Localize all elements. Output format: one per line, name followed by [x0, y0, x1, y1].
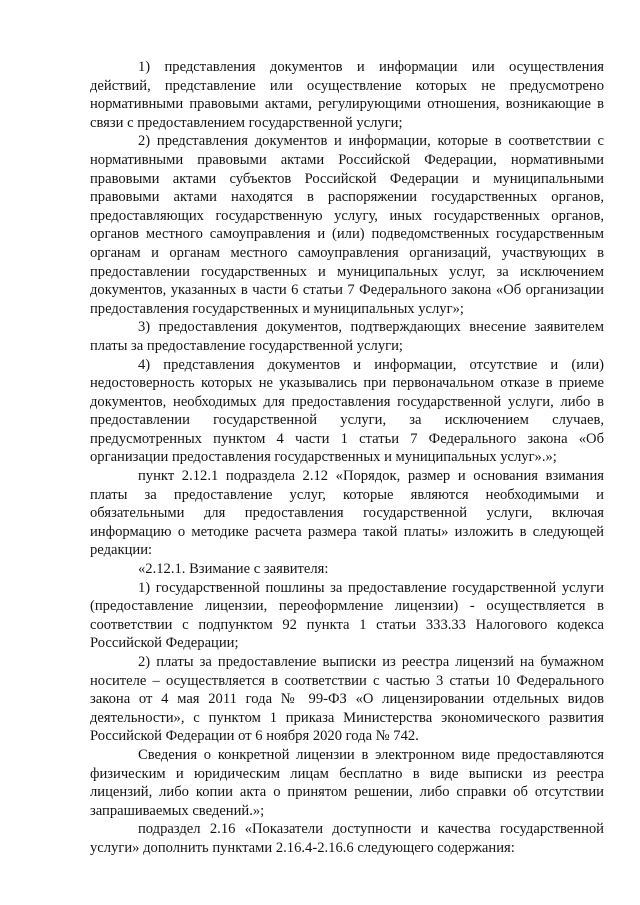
paragraph-7: 1) государственной пошлины за предоставление государственной услуги (предоставление лицензии, переоформление лицензии) - осуществляется в соответствии с подпунктом 92 пункта 1 статьи 333.33 Налогового кодекса Российской Федерации; [90, 579, 604, 652]
paragraph-2: 2) представления документов и информации, которые в соответствии с нормативными правовыми актами Российской Федерации, нормативными правовыми актами субъектов Российской Федерации и муниципальными правовыми актами находятся в распоряжении государственных органов, предоставляющих государственную услугу, иных государственных органов, органов местного самоуправления и (или) подведомственных государственным органам и органам местного самоуправления организаций, участвующих в предоставлении государственных и муниципальных услуг, за исключением документов, указанных в части 6 статьи 7 Федерального закона «Об организации предоставления государственных и муниципальных услуг»; [90, 133, 604, 317]
paragraph-1: 1) представления документов и информации или осуществления действий, представление или осуществление которых не предусмотрено нормативными правовыми актами, регулирующими отношения, возникающие в связи с предоставлением государственной услуги; [90, 59, 604, 131]
paragraph-6: «2.12.1. Взимание с заявителя: [138, 561, 329, 578]
paragraph-10: подраздел 2.16 «Показатели доступности и качества государственной услуги» дополнить пунктами 2.16.4-2.16.6 следующего содержания: [90, 821, 604, 856]
paragraph-4: 4) представления документов и информации, отсутствие и (или) недостоверность которых не указывались при первоначальном отказе в приеме документов, необходимых для предоставления государственной услуги, либо в предоставлении государственной услуги, за исключением случаев, предусмотренных пунктом 4 части 1 статьи 7 Федерального закона «Об организации предоставления государственных и муниципальных услуг».»; [90, 356, 604, 466]
paragraph-5: пункт 2.12.1 подраздела 2.12 «Порядок, размер и основания взимания платы за предоставление услуг, которые являются необходимыми и обязательными для предоставления государственной услуги, включая информацию о методике расчета размера такой платы» изложить в следующей редакции: [90, 468, 604, 559]
paragraph-9: Сведения о конкретной лицензии в электронном виде предоставляются физическим и юридическим лицам бесплатно в виде выписки из реестра лицензий, либо копии акта о принятом решении, либо справки об отсутствии запрашиваемых сведений.»; [90, 746, 604, 819]
paragraph-8: 2) платы за предоставление выписки из реестра лицензий на бумажном носителе – осуществляется в соответствии с частью 3 статьи 10 Федерального закона от 4 мая 2011 года № 99-ФЗ «О лицензировании отдельных видов деятельности», с пунктом 1 приказа Министерства экономического развития Российской Федерации от 6 ноября 2020 года № 742. [90, 654, 604, 745]
paragraph-3: 3) предоставления документов, подтверждающих внесение заявителем платы за предоставление государственной услуги; [90, 319, 604, 354]
